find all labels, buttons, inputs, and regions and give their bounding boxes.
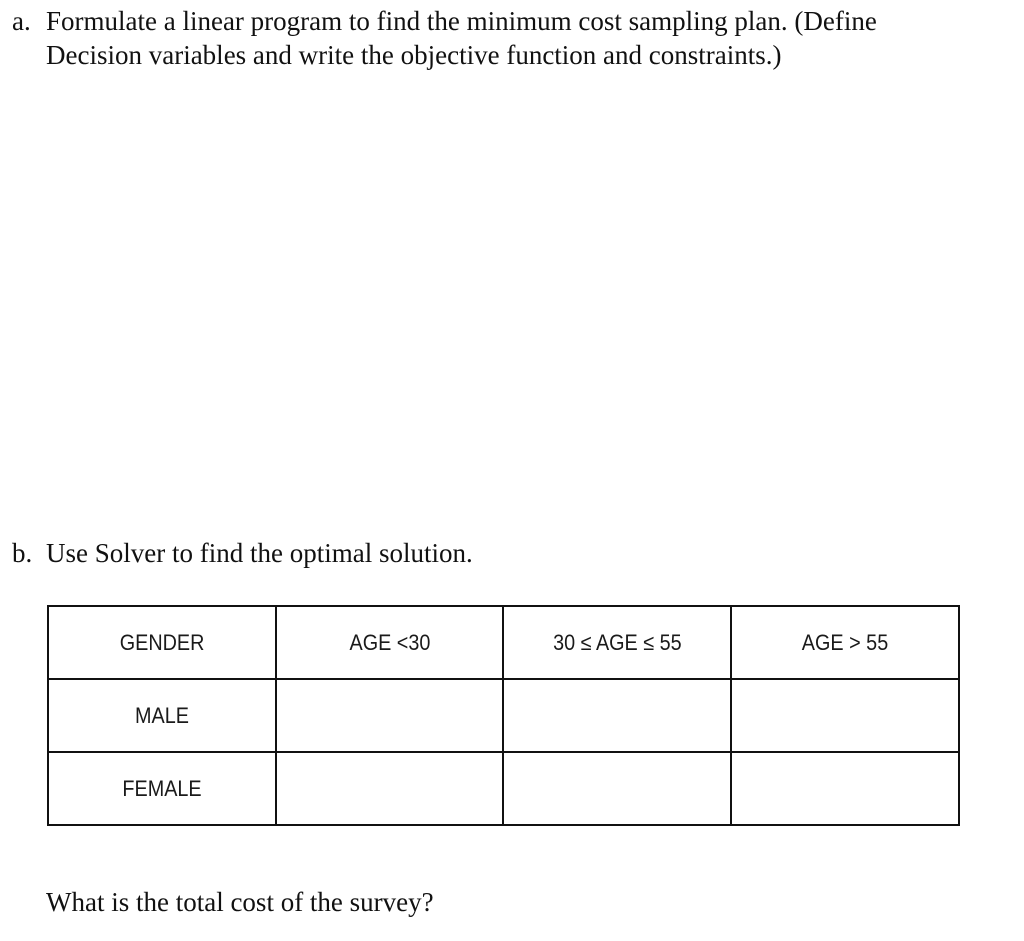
total-cost-question: What is the total cost of the survey?: [46, 887, 434, 917]
cell-female-age-over-55: [731, 752, 959, 825]
row-label-female: FEMALE: [48, 752, 276, 825]
header-gender: GENDER: [48, 606, 276, 679]
question-a-line2: Decision variables and write the objective function and constraints.): [46, 40, 782, 70]
question-b: [12, 536, 473, 570]
cell-male-age-30-to-55: [503, 679, 731, 752]
question-b-text: Use Solver to find the optimal solution.: [46, 538, 473, 568]
cell-female-age-under-30: [276, 752, 503, 825]
question-a-line1: Formulate a linear program to find the minimum cost sampling plan. (Define: [46, 6, 877, 36]
header-age-30-to-55: 30 ≤ AGE ≤ 55: [503, 606, 731, 679]
table-header-row: [48, 606, 959, 679]
header-age-over-55: AGE > 55: [731, 606, 959, 679]
cell-female-age-30-to-55: [503, 752, 731, 825]
question-b-letter: b.: [12, 538, 33, 568]
sampling-plan-table: [47, 605, 960, 826]
question-a: [12, 4, 1002, 72]
table-row-female: [48, 752, 959, 825]
cell-male-age-under-30: [276, 679, 503, 752]
header-age-under-30: AGE <30: [276, 606, 503, 679]
cell-male-age-over-55: [731, 679, 959, 752]
table-row-male: [48, 679, 959, 752]
row-label-male: MALE: [48, 679, 276, 752]
question-a-letter: a.: [12, 6, 31, 36]
